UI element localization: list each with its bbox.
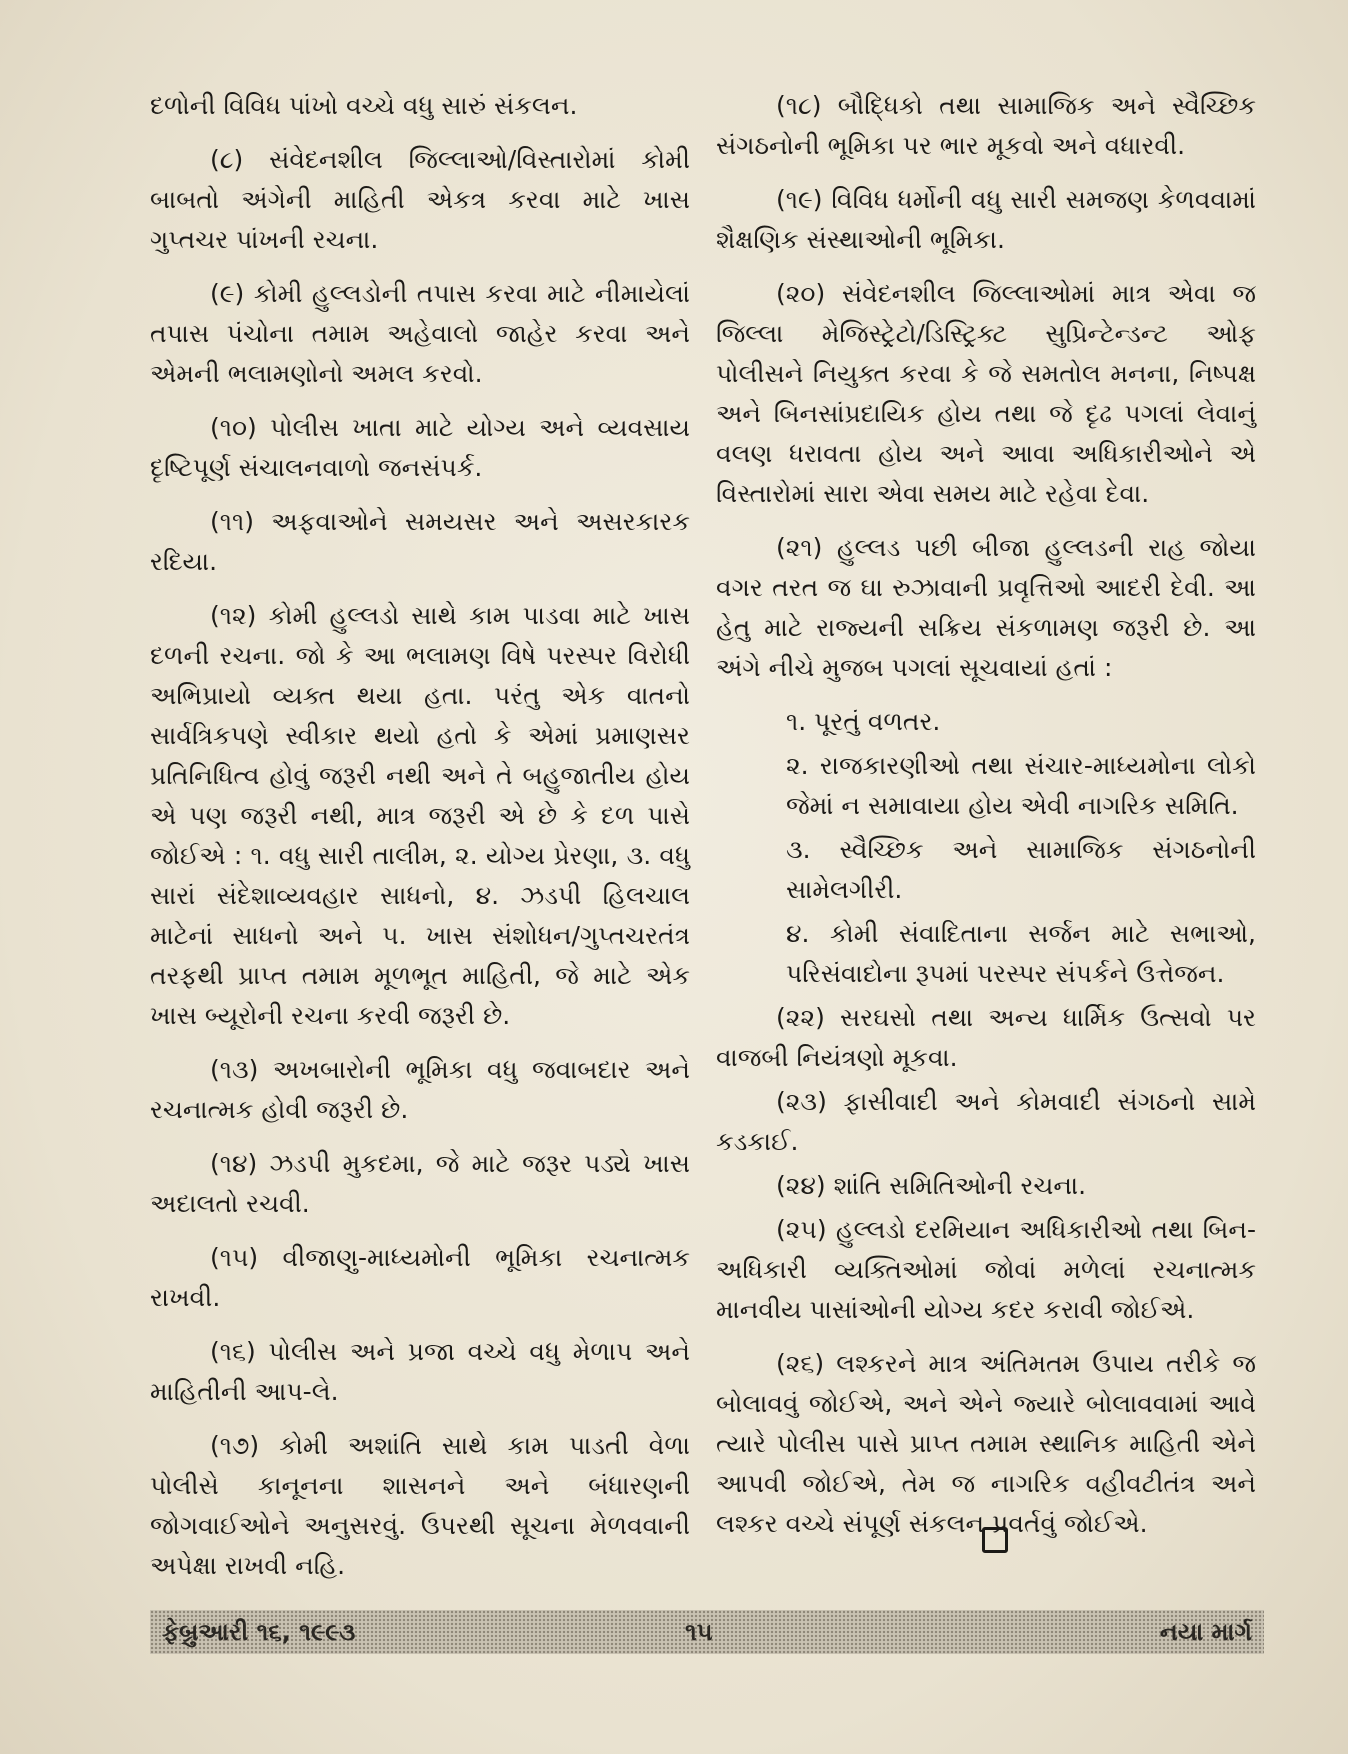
- left-paragraph: (૧૬) પોલીસ અને પ્રજા વચ્ચે વધુ મેળાપ અને માહિતીની આપ-લે.: [150, 1337, 690, 1406]
- left-paragraph: (૯) કોમી હુલ્લડોની તપાસ કરવા માટે નીમાયેલાં તપાસ પંચોના તમામ અહેવાલો જાહેર કરવા અને એમની ભલામણોનો અમલ કરવો.: [150, 279, 690, 388]
- right-paragraph: (૨૫) હુલ્લડો દરમિયાન અધિકારીઓ તથા બિન-અધિકારી વ્યક્તિઓમાં જોવાં મળેલાં રચનાત્મક માનવીય પાસાંઓની યોગ્ય કદર કરાવી જોઈએ.: [716, 1215, 1256, 1324]
- left-paragraph: (૧૦) પોલીસ ખાતા માટે યોગ્ય અને વ્યવસાય દૃષ્ટિપૂર્ણ સંચાલનવાળો જનસંપર્ક.: [150, 413, 690, 482]
- right-sub-item: ૪. કોમી સંવાદિતાના સર્જન માટે સભાઓ, પરિસંવાદોના રૂપમાં પરસ્પર સંપર્કને ઉત્તેજન.: [786, 919, 1256, 988]
- right-sub-item: ૨. રાજકારણીઓ તથા સંચાર-માધ્યમોના લોકો જેમાં ન સમાવાયા હોય એવી નાગરિક સમિતિ.: [786, 751, 1256, 820]
- right-sub-item: ૧. પૂરતું વળતર.: [786, 707, 941, 736]
- footer-date: ફેબ્રુઆરી ૧૬, ૧૯૯૩: [162, 1618, 356, 1646]
- right-column: [716, 86, 1256, 1558]
- end-square-icon: [982, 1527, 1008, 1553]
- right-paragraph: (૨૩) ફાસીવાદી અને કોમવાદી સંગઠનો સામે કડકાઈ.: [716, 1087, 1256, 1156]
- right-paragraph: (૧૯) વિવિધ ધર્મોની વધુ સારી સમજણ કેળવવામાં શૈક્ષણિક સંસ્થાઓની ભૂમિકા.: [716, 185, 1256, 254]
- left-paragraph: (૧૪) ઝડપી મુકદમા, જે માટે જરૂર પડ્યે ખાસ અદાલતો રચવી.: [150, 1149, 690, 1218]
- right-paragraph: (૨૧) હુલ્લડ પછી બીજા હુલ્લડની રાહ જોયા વગર તરત જ ઘા રુઝાવાની પ્રવૃત્તિઓ આદરી દેવી. આ હેતુ માટે રાજ્યની સક્રિય સંકળામણ જરૂરી છે. આ અંગે નીચે મુજબ પગલાં સૂચવાયાં હતાં :: [716, 533, 1256, 682]
- left-paragraph: (૧૫) વીજાણુ-માધ્યમોની ભૂમિકા રચનાત્મક રાખવી.: [150, 1243, 690, 1312]
- right-paragraph: (૨૬) લશ્કરને માત્ર અંતિમતમ ઉપાય તરીકે જ બોલાવવું જોઈએ, અને એને જ્યારે બોલાવવામાં આવે ત્યારે પોલીસ પાસે પ્રાપ્ત તમામ સ્થાનિક માહિતી એને આપવી જોઈએ, તેમ જ નાગરિક વહીવટીતંત્ર અને લશ્કર વચ્ચે સંપૂર્ણ સંકલન પ્રવર્તવું જોઈએ.: [716, 1349, 1256, 1538]
- left-paragraph: (૧૧) અફવાઓને સમયસર અને અસરકારક રદિયા.: [150, 507, 690, 576]
- page-number: ૧૫: [685, 1618, 713, 1646]
- left-paragraph: (૮) સંવેદનશીલ જિલ્લાઓ/વિસ્તારોમાં કોમી બાબતો અંગેની માહિતી એકત્ર કરવા માટે ખાસ ગુપ્તચર પાંખની રચના.: [150, 145, 690, 254]
- right-paragraph: (૨૪) શાંતિ સમિતિઓની રચના.: [776, 1171, 1087, 1200]
- right-paragraph: (૨૨) સરઘસો તથા અન્ય ધાર્મિક ઉત્સવો પર વાજબી નિયંત્રણો મૂકવા.: [716, 1003, 1256, 1072]
- left-paragraph: (૧૩) અખબારોની ભૂમિકા વધુ જવાબદાર અને રચનાત્મક હોવી જરૂરી છે.: [150, 1055, 690, 1124]
- left-paragraph: (૧૨) કોમી હુલ્લડો સાથે કામ પાડવા માટે ખાસ દળની રચના. જો કે આ ભલામણ વિષે પરસ્પર વિરોધી અભિપ્રાયો વ્યક્ત થયા હતા. પરંતુ એક વાતનો સાર્વત્રિકપણે સ્વીકાર થયો હતો કે એમાં પ્રમાણસર પ્રતિનિધિત્વ હોવું જરૂરી નથી અને તે બહુજાતીય હોય એ પણ જરૂરી નથી, માત્ર જરૂરી એ છે કે દળ પાસે જોઈએ : ૧. વધુ સારી તાલીમ, ૨. યોગ્ય પ્રેરણા, ૩. વધુ સારાં સંદેશાવ્યવહાર સાધનો, ૪. ઝડપી હિલચાલ માટેનાં સાધનો અને ૫. ખાસ સંશોધન/ગુપ્તચરતંત્ર તરફથી પ્રાપ્ત તમામ મૂળભૂત માહિતી, જે માટે એક ખાસ બ્યૂરોની રચના કરવી જરૂરી છે.: [150, 601, 690, 1030]
- left-paragraph: દળોની વિવિધ પાંખો વચ્ચે વધુ સારું સંકલન.: [150, 91, 578, 120]
- right-sub-item: ૩. સ્વૈચ્છિક અને સામાજિક સંગઠનોની સામેલગીરી.: [786, 835, 1256, 904]
- publication-name: નયા માર્ગ: [1159, 1618, 1252, 1646]
- left-paragraph: (૧૭) કોમી અશાંતિ સાથે કામ પાડતી વેળા પોલીસે કાનૂનના શાસનને અને બંધારણની જોગવાઈઓને અનુસરવું. ઉપરથી સૂચના મેળવવાની અપેક્ષા રાખવી નહિ.: [150, 1431, 690, 1580]
- page-footer: [150, 1610, 1264, 1654]
- right-paragraph: (૨૦) સંવેદનશીલ જિલ્લાઓમાં માત્ર એવા જ જિલ્લા મેજિસ્ટ્રેટો/ડિસ્ટ્રિક્ટ સુપ્રિન્ટેન્ડન્ટ ઓફ પોલીસને નિયુક્ત કરવા કે જે સમતોલ મનના, નિષ્પક્ષ અને બિનસાંપ્રદાયિક હોય તથા જે દૃઢ પગલાં લેવાનું વલણ ધરાવતા હોય અને આવા અધિકારીઓને એ વિસ્તારોમાં સારા એવા સમય માટે રહેવા દેવા.: [716, 279, 1256, 508]
- right-paragraph: (૧૮) બૌદ્ધિકો તથા સામાજિક અને સ્વૈચ્છિક સંગઠનોની ભૂમિકા પર ભાર મૂકવો અને વધારવી.: [716, 91, 1256, 160]
- left-column: [150, 86, 690, 1600]
